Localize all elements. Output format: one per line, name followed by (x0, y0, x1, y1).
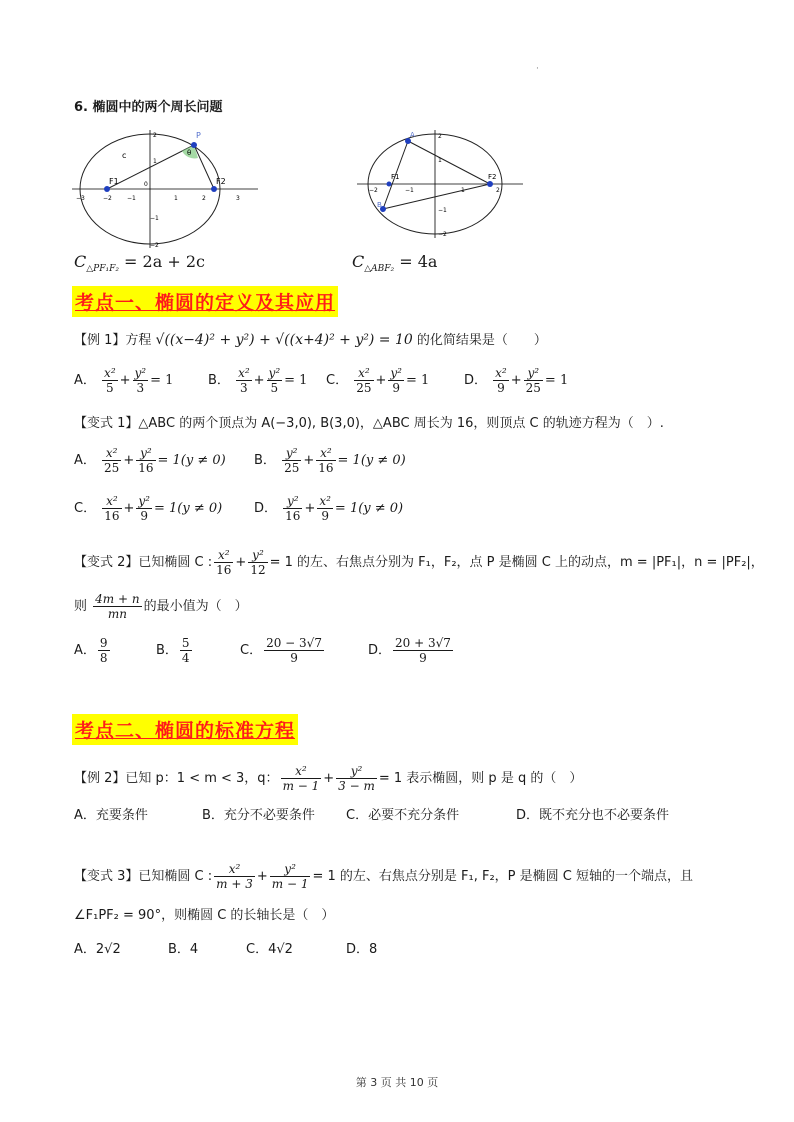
option-c[interactable]: C． $\frac{20 - 3√7}{9}$ (240, 636, 322, 665)
segment-af2 (408, 141, 490, 184)
option-a[interactable]: A． $\frac{\text{x²}}{5}$ + $\frac{\text{y²}}{3}$ = 1 (74, 366, 174, 395)
option-b[interactable]: B．4 (168, 942, 199, 957)
y-tick: 2 (153, 132, 157, 139)
formula-perimeter-abf2: $C_{\triangle ABF_2} = 4a$ (352, 252, 438, 275)
point-f1 (104, 186, 110, 192)
variant-2-options (74, 636, 674, 672)
section-heading-2: 考点二、椭圆的标准方程 (72, 714, 298, 745)
label-b: B (377, 201, 382, 209)
y-tick: −2 (438, 231, 447, 238)
option-d[interactable]: D．8 (346, 942, 378, 957)
option-d[interactable]: D． $\frac{\text{x²}}{9}$ + $\frac{\text{y²}}{25}$ = 1 (464, 366, 569, 395)
option-c[interactable]: C． $\frac{\text{x²}}{25}$ + $\frac{\text{y²}}{9}$ = 1 (326, 366, 430, 395)
section-title: 6. 椭圆中的两个周长问题 (74, 100, 223, 115)
ellipse-figure-perimeter-abf2 (355, 128, 525, 240)
x-tick: 2 (496, 187, 500, 194)
y-tick: 1 (153, 158, 157, 165)
y-tick: 1 (438, 157, 442, 164)
option-a[interactable]: A． $\frac{\text{x²}}{25}$ + $\frac{\text{y²}}{16}$ = 1(y ≠ 0) (74, 446, 226, 475)
option-b[interactable]: B． $\frac{5}{4}$ (156, 636, 190, 665)
x-tick: −2 (369, 187, 378, 194)
section-heading-1: 考点一、椭圆的定义及其应用 (72, 286, 338, 317)
option-d[interactable]: D． $\frac{\text{y²}}{16}$ + $\frac{\text{x²}}{9}$ = 1(y ≠ 0) (254, 494, 404, 523)
x-tick: −2 (103, 195, 112, 202)
segment-bf2 (383, 184, 490, 209)
ellipse-figure-perimeter-pf1f2 (70, 128, 260, 250)
option-d[interactable]: D．既不充分也不必要条件 (516, 808, 670, 823)
variant-3-options (74, 938, 474, 958)
example-2-options (74, 804, 714, 824)
y-tick: −2 (150, 242, 159, 249)
x-tick: −1 (405, 187, 414, 194)
variant-1-question: 【变式 1】△ABC 的两个顶点为 A(−3,0), B(3,0)，△ABC 周长为 16，则顶点 C 的轨迹方程为（ ）. (74, 416, 664, 431)
x-tick: −3 (76, 195, 85, 202)
label-f1: F1 (391, 173, 400, 181)
x-tick: 0 (144, 181, 148, 188)
y-tick: −1 (438, 207, 447, 214)
option-a[interactable]: A．充要条件 (74, 808, 148, 823)
label-f1: F1 (109, 177, 119, 186)
option-c[interactable]: C． $\frac{\text{x²}}{16}$ + $\frac{\text{y²}}{9}$ = 1(y ≠ 0) (74, 494, 223, 523)
segment-pf2 (194, 145, 214, 189)
variant-2-question-line2: 则 $\frac{4m + n}{mn}$ 的最小值为（ ） (74, 592, 248, 621)
option-c[interactable]: C．必要不充分条件 (346, 808, 460, 823)
x-tick: 1 (461, 187, 465, 194)
label-a: A (410, 131, 415, 139)
example-1-question: 【例 1】方程 √((x−4)² + y²) + √((x+4)² + y²) = 10 的化简结果是（ ） (74, 332, 547, 348)
variant-1-options (74, 446, 674, 536)
variant-2-question: 【变式 2】已知椭圆 C : $\frac{\text{x²}}{16}$ + $\frac{\text{y²}}{12}$ = 1 的左、右焦点分别为 F₁，F₂，点 P 是椭圆 C 上的动点，m = |PF₁|，n = |PF₂|， (74, 548, 764, 577)
x-tick: −1 (127, 195, 136, 202)
label-c: c (122, 151, 127, 160)
option-c[interactable]: C．4√2 (246, 942, 293, 957)
example-2-question: 【例 2】已知 p：1 < m < 3，q： $\frac{\text{x²}}{m - 1}$ + $\frac{\text{y²}}{3 - m}$ = 1 表示椭圆，则 p 是 q 的（ ） (74, 764, 583, 793)
option-d[interactable]: D． $\frac{20 + 3√7}{9}$ (368, 636, 451, 665)
variant-3-question-line2: ∠F₁PF₂ = 90°，则椭圆 C 的长轴长是（ ） (74, 908, 335, 923)
point-p (191, 142, 197, 148)
top-mark: · (536, 64, 539, 74)
y-tick: −1 (150, 215, 159, 222)
segment-pf1 (107, 145, 194, 189)
point-f2 (211, 186, 217, 192)
point-f2 (487, 181, 493, 187)
option-b[interactable]: B．充分不必要条件 (202, 808, 315, 823)
option-a[interactable]: A．2√2 (74, 942, 121, 957)
option-a[interactable]: A． $\frac{9}{8}$ (74, 636, 108, 665)
x-tick: 2 (202, 195, 206, 202)
y-tick: 2 (438, 133, 442, 140)
label-p: P (196, 131, 201, 140)
point-f1 (387, 182, 392, 187)
x-tick: 1 (174, 195, 178, 202)
label-f2: F2 (216, 177, 226, 186)
formula-perimeter-pf1f2: $C_{\triangle PF_1F_2} = 2a + 2c$ (74, 252, 205, 275)
option-b[interactable]: B． $\frac{\text{y²}}{25}$ + $\frac{\text{x²}}{16}$ = 1(y ≠ 0) (254, 446, 406, 475)
label-f2: F2 (488, 173, 497, 181)
example-1-options (74, 366, 674, 402)
label-theta: θ (187, 149, 192, 157)
variant-3-question: 【变式 3】已知椭圆 C : $\frac{\text{x²}}{m + 3}$ + $\frac{\text{y²}}{m - 1}$ = 1 的左、右焦点分别是 F₁, F₂，P 是椭圆 C 短轴的一个端点，且 (74, 862, 693, 891)
option-b[interactable]: B． $\frac{\text{x²}}{3}$ + $\frac{\text{y²}}{5}$ = 1 (208, 366, 308, 395)
x-tick: 3 (236, 195, 240, 202)
page-footer: 第 3 页 共 10 页 (355, 1076, 439, 1089)
